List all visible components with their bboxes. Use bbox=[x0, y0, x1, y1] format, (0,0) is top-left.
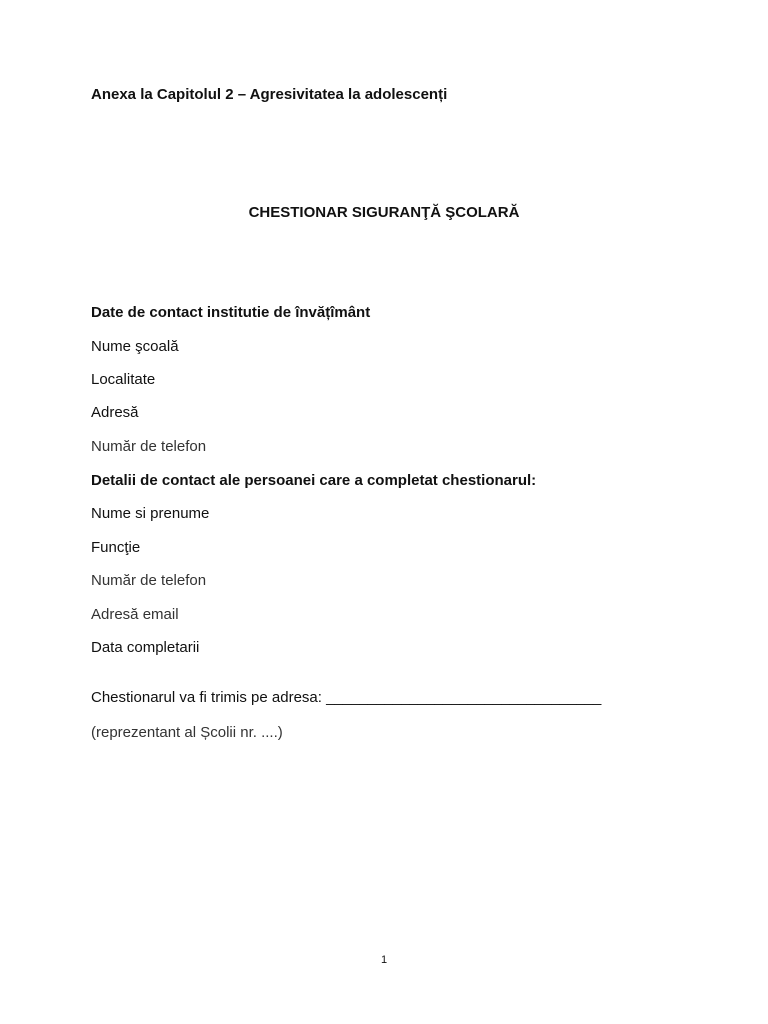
annex-heading: Anexa la Capitolul 2 – Agresivitatea la adolescenți bbox=[91, 86, 448, 103]
field-full-name: Nume si prenume bbox=[91, 505, 210, 522]
field-function: Funcţie bbox=[91, 539, 141, 556]
representative-note: (reprezentant al Școlii nr. ....) bbox=[91, 724, 283, 741]
field-address: Adresă bbox=[91, 404, 139, 421]
contact-section-heading: Detalii de contact ale persoanei care a completat chestionarul: bbox=[91, 472, 537, 489]
institution-section-heading: Date de contact institutie de învățîmânt bbox=[91, 304, 371, 321]
field-institution-phone: Număr de telefon bbox=[91, 438, 207, 455]
field-locality: Localitate bbox=[91, 371, 156, 388]
field-completion-date: Data completarii bbox=[91, 639, 200, 656]
questionnaire-title: CHESTIONAR SIGURANŢĂ ŞCOLARĂ bbox=[248, 204, 520, 221]
send-to-address-line: Chestionarul va fi trimis pe adresa: _________________________________ bbox=[91, 689, 602, 706]
page-number: 1 bbox=[380, 954, 388, 966]
field-school-name: Nume şcoală bbox=[91, 338, 179, 355]
field-contact-phone: Număr de telefon bbox=[91, 572, 207, 589]
field-email: Adresă email bbox=[91, 606, 179, 623]
